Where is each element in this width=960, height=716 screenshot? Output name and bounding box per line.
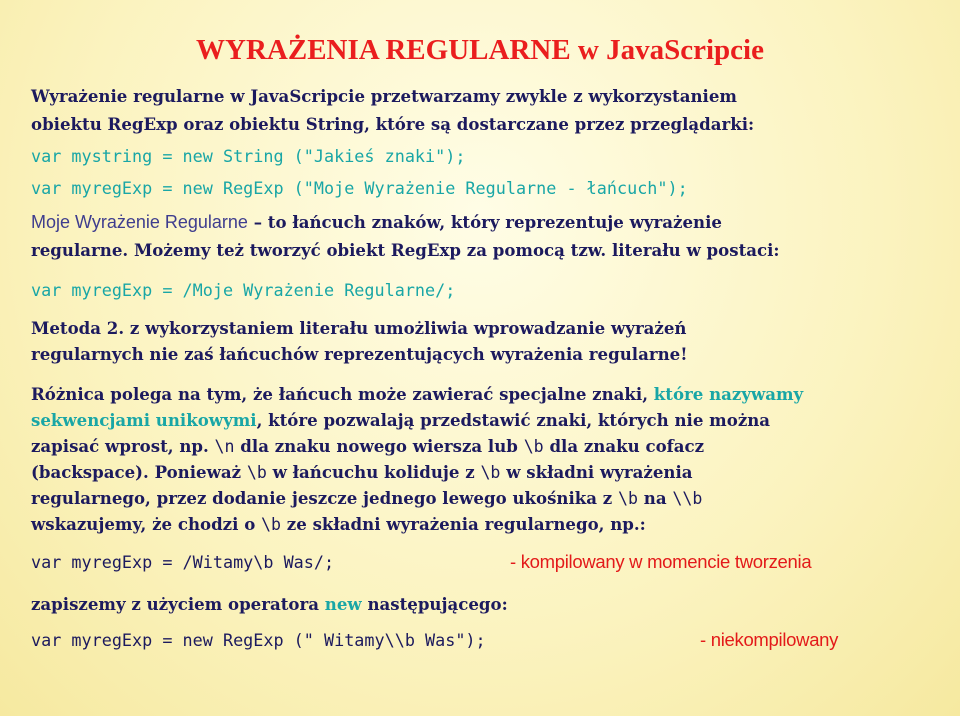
diff-accent-term: sekwencjami unikowymi [31, 410, 257, 430]
diff-text: dla znaku cofacz [543, 436, 705, 456]
diff-text: dla znaku nowego wiersza lub [234, 436, 524, 456]
inline-code: \b [246, 463, 267, 482]
intro-line-1: Wyrażenie regularne w JavaScripcie przetwarzamy zwykle z wykorzystaniem [31, 86, 737, 106]
code-regexp-literal: var myregExp = /Moje Wyrażenie Regularne/; [31, 280, 456, 300]
diff-text: w składni wyrażenia [500, 462, 693, 482]
desc-line-2: regularne. Możemy też tworzyć obiekt RegExp za pomocą tzw. literału w postaci: [31, 240, 780, 260]
diff-line-4 [31, 462, 693, 482]
desc-rest: – to łańcuch znaków, który reprezentuje wyrażenie [247, 212, 722, 232]
diff-text: Różnica polega na tym, że łańcuch może zawierać specjalne znaki, [31, 384, 648, 404]
diff-text: , które pozwalają przedstawić znaki, których nie można [256, 410, 771, 430]
diff-text: zapisać wprost, np. [31, 436, 215, 456]
operator-keyword: new [324, 594, 362, 614]
desc-term: Moje Wyrażenie Regularne [31, 212, 248, 232]
diff-text: w łańcuchu koliduje z [266, 462, 481, 482]
operator-text: zapiszemy z użyciem operatora [31, 594, 325, 614]
diff-line-2 [31, 410, 770, 430]
note-uncompiled: - niekompilowany [700, 629, 839, 650]
operator-line [31, 594, 508, 614]
diff-accent: które nazywamy [648, 384, 804, 404]
note-compiled: - kompilowany w momencie tworzenia [510, 551, 812, 572]
code-literal-example: var myregExp = /Witamy\b Was/; [31, 552, 335, 572]
intro-line-2: obiektu RegExp oraz obiektu String, które są dostarczane przez przeglądarki: [31, 114, 755, 134]
diff-text: ze składni wyrażenia regularnego, np.: [281, 514, 646, 534]
inline-code: \b [480, 463, 501, 482]
code-constructor-example: var myregExp = new RegExp (" Witamy\\b Was"); [31, 630, 486, 650]
operator-text: następującego: [361, 594, 508, 614]
diff-line-3 [31, 436, 704, 456]
inline-code: \b [618, 489, 638, 508]
inline-code: \n [214, 437, 235, 456]
diff-line-1 [31, 384, 803, 404]
method2-line-2: regularnych nie zaś łańcuchów reprezentujących wyrażenia regularne! [31, 344, 688, 364]
slide-title: WYRAŻENIA REGULARNE w JavaScripcie [196, 34, 764, 66]
diff-text: wskazujemy, że chodzi o [31, 514, 262, 534]
desc-line-1 [31, 212, 722, 233]
diff-text: (backspace). Ponieważ [31, 462, 247, 482]
diff-text: regularnego, przez dodanie jeszcze jednego lewego ukośnika z [31, 488, 619, 508]
inline-code: \b [261, 515, 282, 534]
diff-line-5 [31, 488, 702, 508]
code-mystring: var mystring = new String ("Jakieś znaki"); [31, 146, 466, 166]
inline-code: \b [523, 437, 544, 456]
diff-line-6 [31, 514, 646, 534]
code-regexp-constructor: var myregExp = new RegExp ("Moje Wyrażenie Regularne - łańcuch"); [31, 178, 688, 198]
diff-text: na [638, 488, 673, 508]
inline-code: \\b [672, 489, 703, 508]
method2-line-1: Metoda 2. z wykorzystaniem literału umożliwia wprowadzanie wyrażeń [31, 318, 687, 338]
